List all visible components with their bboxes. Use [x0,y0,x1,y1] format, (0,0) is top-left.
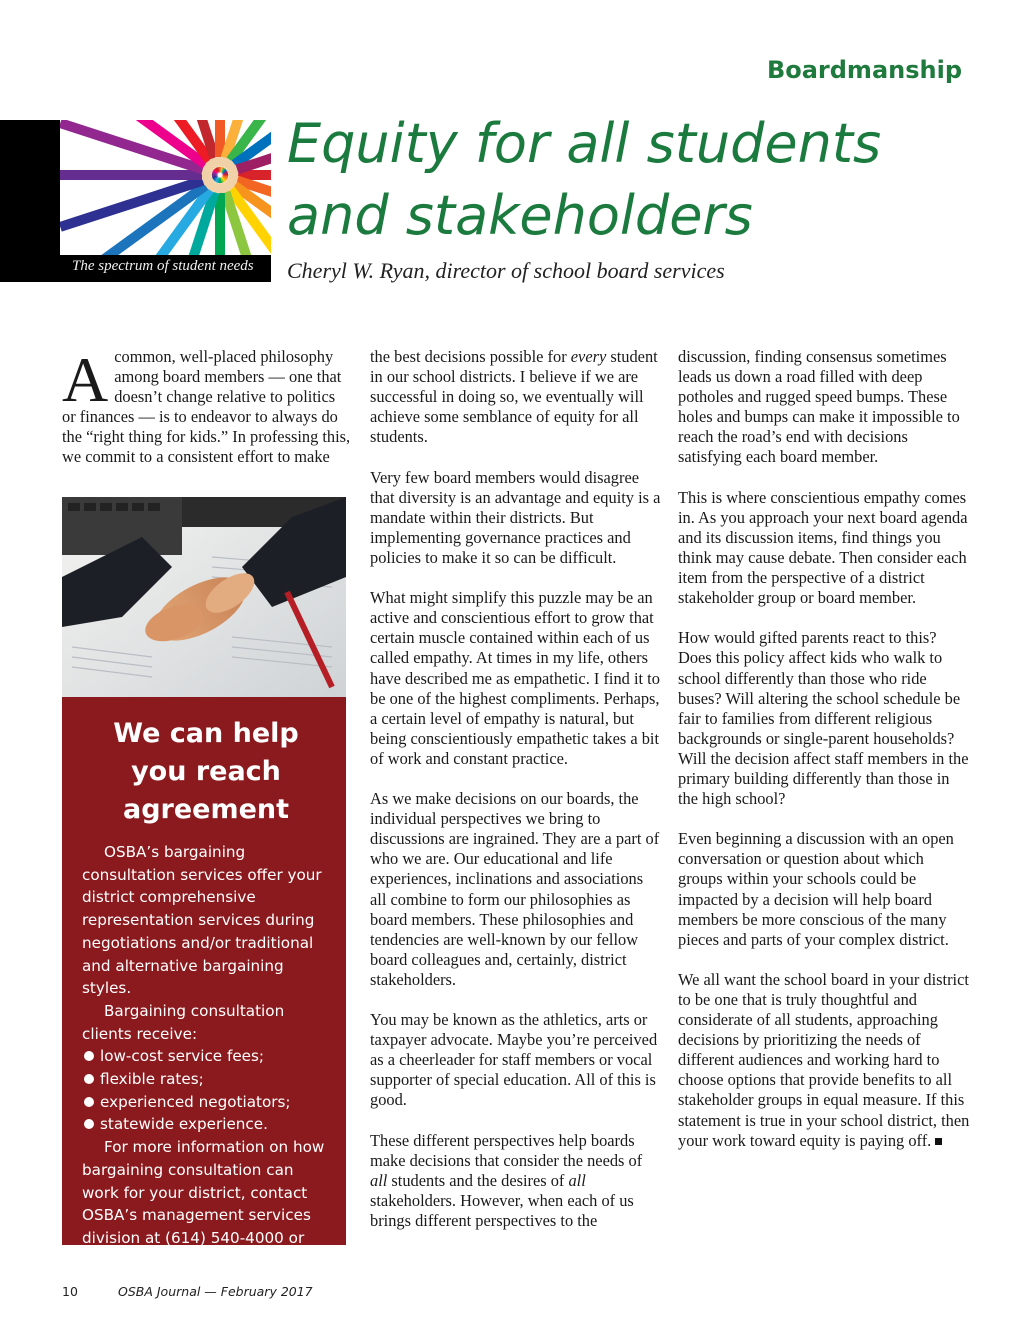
emphasis: all [568,1170,586,1190]
article-column-1 [62,344,352,488]
text-run: student in our school districts. I believe if we are successful in doing so, we eventually will achieve some semblance of equity for all students. [370,347,658,447]
paragraph [62,344,352,468]
end-mark-icon [935,1138,942,1145]
list-item-text: experienced negotiators; [100,1092,291,1111]
list-item-text: statewide experience. [100,1115,268,1134]
text-run: students and the desires of [387,1170,569,1190]
handshake-illustration [62,497,346,697]
photo-caption: The spectrum of student needs [72,258,254,274]
paragraph: What might simplify this puzzle may be an active and conscientious effort to grow that certain muscle contained within each of us called empathy. At times in my life, others have described me as empathetic. I find it to be one of the highest compliments. Perhaps, a certain level of empathy is natural, but being conscientiously empathetic takes a bit of work and constant practice. [370,588,660,768]
paragraph-text: common, well-placed philosophy among board members — one that doesn’t change relative to politics or finances — is to endeavor to always do the “right thing for kids.” In professing this, we commit to a consistent effort to make [62,347,351,467]
text-run: These different perspectives help boards make decisions that consider the needs of [370,1130,643,1170]
emphasis: all [370,1170,388,1190]
text-run: the best decisions possible for [370,347,571,366]
article-column-3 [678,347,970,1171]
paragraph: As we make decisions on our boards, the individual perspectives we bring to discussions are ingrained. They are a part of who we are. Our educational and life experiences, inclinations and associations all combine to form our philosophies as board members. These philosophies and tendencies are well-known by our fellow board colleagues and, certainly, district stakeholders. [370,789,660,989]
bullet-icon [84,1097,94,1107]
bullet-icon [84,1119,94,1129]
ad-body [82,841,330,1272]
paragraph: You may be known as the athletics, arts or taxpayer advocate. Maybe you’re perceived as a cheerleader for staff members or vocal supporter of special education. All of this is good. [370,1010,658,1110]
ad-paragraph-3: For more information on how bargaining consultation can work for your district, contact OSBA’s management services division at (614) 540-4000 or (800) 589-OSBA. [82,1138,325,1270]
title-line-1: Equity for all students [287,112,882,175]
page-number: 10 [62,1284,78,1299]
colored-pencils-photo [60,120,271,255]
ad-heading: We can help you reach agreement [113,718,299,825]
list-item [82,1091,330,1114]
paragraph: Even beginning a discussion with an open conversation or question about which groups within your schools could be impacted by a decision will help board members be more conscious of the many pieces and parts of your complex district. [678,829,954,949]
article-title [287,108,987,252]
drop-cap: A [62,344,109,415]
handshake-photo [62,497,346,697]
text-run: stakeholders. However, when each of us brings different perspectives to the [370,1190,634,1231]
ad-paragraph-1: OSBA’s bargaining consultation services offer your district comprehensive representation services during negotiations and/or traditional and alternative bargaining styles. [82,843,322,998]
list-item [82,1068,330,1091]
journal-issue: OSBA Journal — February 2017 [118,1284,313,1299]
emphasis: every [570,347,607,366]
bullet-icon [84,1074,94,1084]
article-column-2 [370,347,662,1251]
paragraph: How would gifted parents react to this? Does this policy affect kids who walk to school differently than those who ride buses? Will altering the school schedule be fair to families from different religious backgrounds or single-parent households? Will the decision affect staff members in the primary building differently than those in the high school? [678,628,969,809]
ad-paragraph-2: Bargaining consultation clients receive: [82,1001,285,1043]
colored-pencils-illustration [60,120,271,255]
byline: Cheryl W. Ryan, director of school board services [287,258,725,283]
paragraph: discussion, finding consensus sometimes leads us down a road filled with deep potholes and rugged speed bumps. These holes and bumps can make it impossible to reach the road’s end with decisions satisfying each board member. [678,347,960,467]
title-line-2: and stakeholders [287,184,753,247]
paragraph [678,970,970,1151]
paragraph [370,347,662,447]
page-footer [62,1284,313,1299]
list-item-text: flexible rates; [100,1070,204,1089]
list-item [82,1045,330,1068]
section-tag: Boardmanship [766,56,962,84]
paragraph [370,1131,662,1231]
paragraph: This is where conscientious empathy comes in. As you approach your next board agenda and its discussion items, find things you think may cause debate. Then consider each item from the perspective of a district stakeholder group or board member. [678,487,968,608]
bullet-icon [84,1051,94,1061]
paragraph-text: We all want the school board in your district to be one that is truly thoughtful and considerate of all students, approaching decisions by prioritizing the needs of different audiences and working hard to choose options that provide benefits to all stakeholder groups in equal measure. If this statement is true in your school district, then your work toward equity is paying off. [678,969,970,1150]
paragraph: Very few board members would disagree that diversity is an advantage and equity is a mandate within their districts. But implementing governance practices and policies to make it so can be difficult. [370,467,661,567]
list-item [82,1113,330,1136]
list-item-text: low-cost service fees; [100,1047,265,1066]
bargaining-ad-box [62,697,346,1270]
ad-bullet-list [82,1045,330,1136]
